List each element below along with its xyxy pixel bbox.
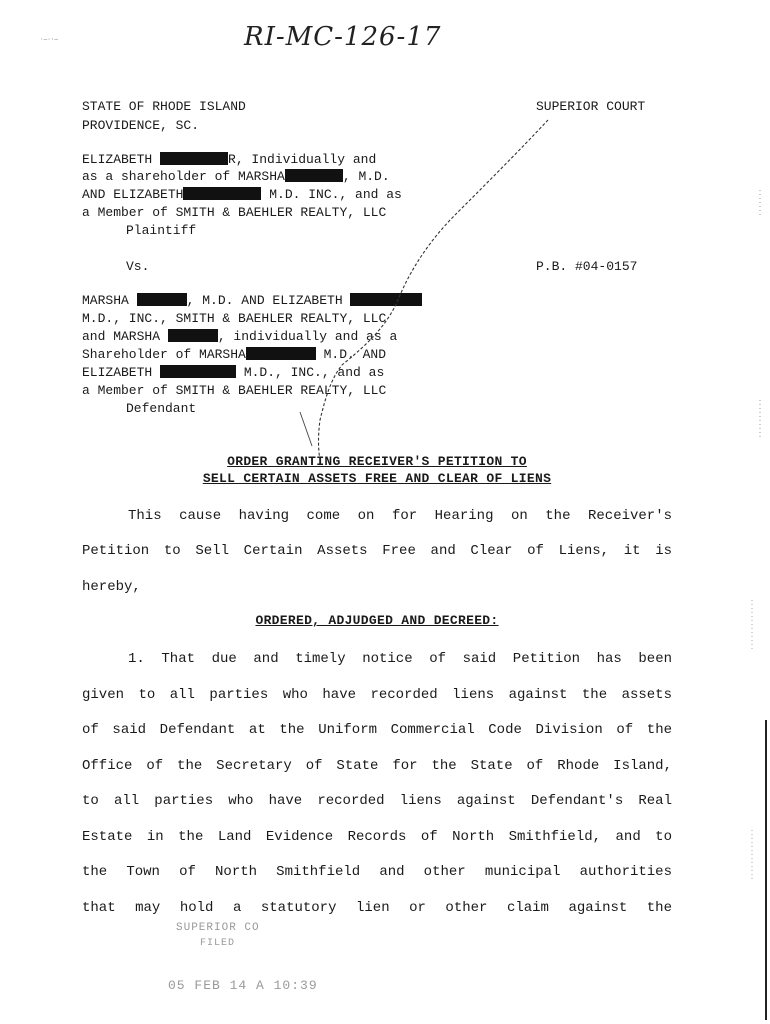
decree-heading: ORDERED, ADJUDGED AND DECREED:: [255, 613, 499, 628]
court-state: STATE OF RHODE ISLAND: [82, 99, 246, 114]
versus-label: Vs.: [126, 259, 150, 274]
defendant-line-1: MARSHA , M.D. AND ELIZABETH: [82, 292, 422, 310]
defendant-line-3: and MARSHA , individually and as a: [82, 329, 398, 344]
plaintiff-line-1: ELIZABETH R, Individually and: [82, 152, 377, 167]
paragraph-1-line-3: of said Defendant at the Uniform Commercial Code Division of the: [82, 722, 672, 738]
plaintiff-line-2: as a shareholder of MARSHA , M.D.: [82, 169, 390, 184]
intro-line-1: This cause having come on for Hearing on the Receiver's: [128, 508, 672, 524]
plaintiff-line-4: a Member of SMITH & BAEHLER REALTY, LLC: [82, 205, 387, 220]
redaction-bar: [137, 293, 187, 306]
filing-stamp-filed: FILED: [200, 938, 236, 949]
handwritten-case-reference: RI-MC-126-17: [244, 22, 442, 52]
filing-stamp-court: SUPERIOR CO: [176, 922, 260, 934]
defendant-line-6: a Member of SMITH & BAEHLER REALTY, LLC: [82, 383, 387, 398]
court-name: SUPERIOR COURT: [536, 99, 646, 114]
plaintiff-role: Plaintiff: [126, 223, 197, 238]
redaction-bar: [168, 329, 218, 342]
redaction-bar: [350, 293, 422, 306]
order-title-line-1: ORDER GRANTING RECEIVER'S PETITION TO: [227, 454, 527, 469]
paragraph-1-line-2: given to all parties who have recorded liens against the assets: [82, 687, 672, 703]
paragraph-1-line-5: to all parties who have recorded liens against Defendant's Real: [82, 793, 672, 809]
redaction-bar: [285, 169, 343, 182]
defendant-line-4: Shareholder of MARSHA M.D. AND: [82, 347, 387, 362]
redaction-bar: [160, 365, 236, 378]
redaction-bar: [160, 152, 228, 165]
defendant-line-2: M.D., INC., SMITH & BAEHLER REALTY, LLC: [82, 311, 387, 326]
paragraph-1-line-8: that may hold a statutory lien or other claim against the: [82, 900, 672, 916]
defendant-role: Defendant: [126, 401, 197, 416]
filing-stamp-date: 05 FEB 14 A 10:39: [168, 978, 318, 993]
pen-tick: [300, 412, 312, 446]
paragraph-1-line-4: Office of the Secretary of State for the State of Rhode Island,: [82, 758, 672, 774]
scan-mark: ·─··─: [40, 36, 59, 43]
paragraph-1-line-7: the Town of North Smithfield and other municipal authorities: [82, 864, 672, 880]
paragraph-1-line-1: 1. That due and timely notice of said Petition has been: [128, 651, 672, 667]
paragraph-1-line-6: Estate in the Land Evidence Records of North Smithfield, and to: [82, 829, 672, 845]
order-title-line-2: SELL CERTAIN ASSETS FREE AND CLEAR OF LIENS: [202, 471, 552, 486]
intro-line-3: hereby,: [82, 579, 141, 595]
redaction-bar: [183, 187, 261, 200]
redaction-bar: [246, 347, 316, 360]
court-county: PROVIDENCE, SC.: [82, 118, 200, 133]
plaintiff-line-3: AND ELIZABETH M.D. INC., and as: [82, 187, 402, 202]
intro-line-2: Petition to Sell Certain Assets Free and Clear of Liens, it is: [82, 543, 672, 559]
case-number: P.B. #04-0157: [536, 259, 638, 274]
defendant-line-5: ELIZABETH M.D., INC., and as: [82, 365, 385, 380]
